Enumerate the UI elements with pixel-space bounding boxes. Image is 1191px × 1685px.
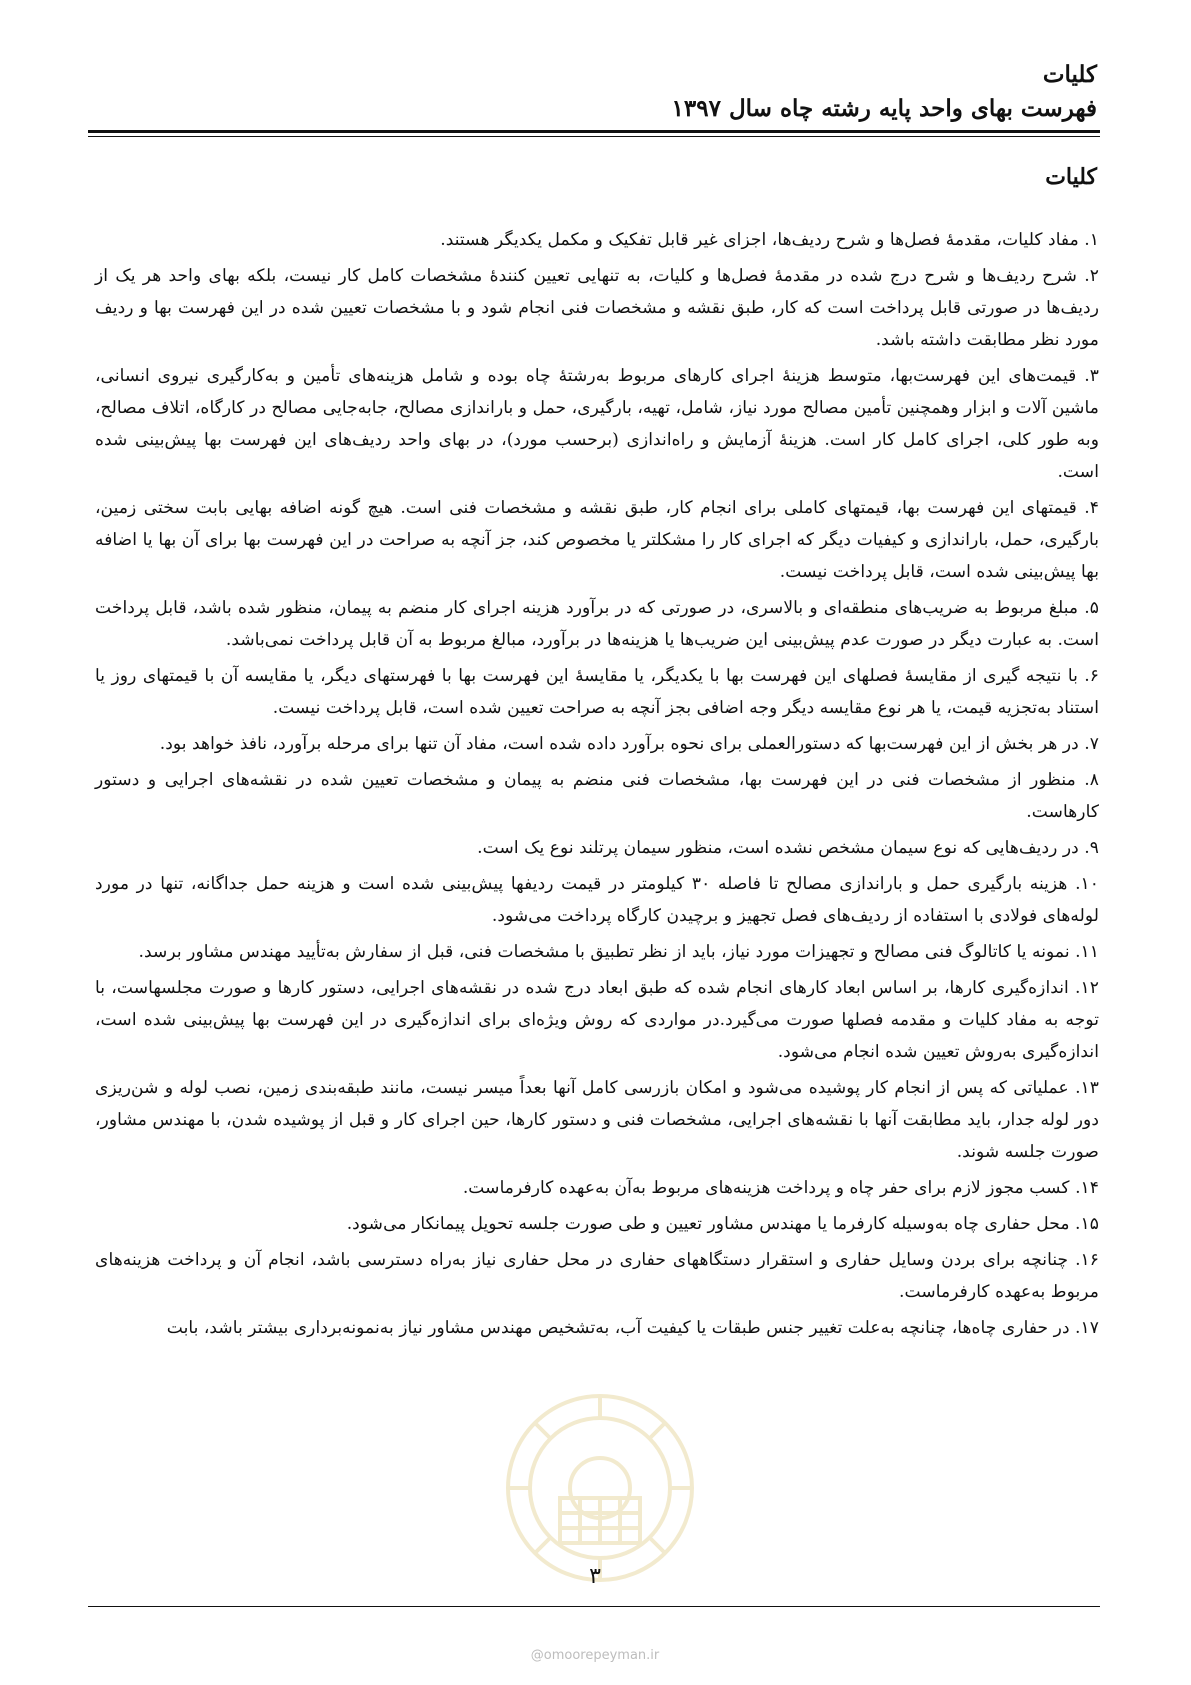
header-title: کلیات <box>1042 61 1097 88</box>
page-header <box>97 58 1097 126</box>
list-item: ۱۴. کسب مجوز لازم برای حفر چاه و پرداخت هزینه‌های مربوط به‌آن به‌عهده کارفرماست. <box>462 1178 1099 1198</box>
list-item: ۲. شرح ردیف‌ها و شرح درج شده در مقدمهٔ فصل‌ها و کلیات، به تنهایی تعیین کنندهٔ مشخصات کامل کار نیست، بلکه بهای واحد هر یک از ردیف‌ها در صورتی قابل پرداخت است که کار، طبق نقشه و مشخصات فنی انجام شود و با مشخصات تعیین شده در این فهرست بها و ردیف مورد نظر مطابقت داشته باشد. <box>95 266 1099 350</box>
list-item: ۵. مبلغ مربوط به ضریب‌های منطقه‌ای و بالاسری، در صورتی که در برآورد هزینه اجرای کار منضم به پیمان، منظور شده باشد، قابل پرداخت است. به عبارت دیگر در صورت عدم پیش‌بینی این ضریب‌ها یا هزینه‌ها در برآورد، مبالغ مربوط به آن قابل پرداخت نمی‌باشد. <box>95 598 1099 650</box>
list-item: ۱۵. محل حفاری چاه به‌وسیله کارفرما یا مهندس مشاور تعیین و طی صورت جلسه تحویل پیمانکار می‌شود. <box>346 1214 1099 1234</box>
list-item: ۱۱. نمونه یا کاتالوگ فنی مصالح و تجهیزات مورد نیاز، باید از نظر تطبیق با مشخصات فنی، قبل از سفارش به‌تأیید مهندس مشاور برسد. <box>138 942 1099 962</box>
header-rule-thick <box>88 130 1100 133</box>
footer-rule <box>88 1606 1100 1607</box>
list-item: ۱. مفاد کلیات، مقدمهٔ فصل‌ها و شرح ردیف‌ها، اجزای غیر قابل تفکیک و مکمل یکدیگر هستند. <box>440 230 1099 250</box>
header-subtitle: فهرست بهای واحد پایه رشته چاه سال ۱۳۹۷ <box>671 95 1097 122</box>
list-item: ۱۲. اندازه‌گیری کارها، بر اساس ابعاد کارهای انجام شده که طبق ابعاد درج شده در نقشه‌های اجرایی، دستور کارها و صورت مجلسهاست، با توجه به مفاد کلیات و مقدمه فصلها صورت می‌گیرد.در مواردی که روش ویژه‌ای برای اندازه‌گیری در این فهرست بها پیش‌بینی شده است، اندازه‌گیری به‌روش تعیین شده انجام می‌شود. <box>95 978 1099 1062</box>
list-item: ۱۷. در حفاری چاه‌ها، چنانچه به‌علت تغییر جنس طبقات یا کیفیت آب، به‌تشخیص مهندس مشاور نیاز به‌نمونه‌برداری بیشتر باشد، بابت <box>166 1318 1099 1338</box>
list-item: ۱۰. هزینه بارگیری حمل و باراندازی مصالح تا فاصله ۳۰ کیلومتر در قیمت ردیفها پیش‌بینی شده است و هزینه حمل جداگانه، تنها در مورد لوله‌های فولادی با استفاده از ردیف‌های فصل تجهیز و برچیدن کارگاه پرداخت می‌شود. <box>95 874 1099 926</box>
list-item: ۱۳. عملیاتی که پس از انجام کار پوشیده می‌شود و امکان بازرسی کامل آنها بعداً میسر نیست، مانند طبقه‌بندی زمین، نصب لوله و شن‌ریزی دور لوله جدار، باید مطابقت آنها با نقشه‌های اجرایی، مشخصات فنی و دستور کارها، حین اجرای کار و قبل از پوشیده شدن، با مهندس مشاور، صورت جلسه شوند. <box>95 1078 1099 1162</box>
header-rule-thin <box>88 136 1100 137</box>
items-list <box>95 224 1099 1348</box>
list-item: ۹. در ردیف‌هایی که نوع سیمان مشخص نشده است، منظور سیمان پرتلند نوع یک است. <box>477 838 1099 858</box>
list-item: ۳. قیمت‌های این فهرست‌بها، متوسط هزینهٔ اجرای کارهای مربوط به‌رشتهٔ چاه بوده و شامل هزینه‌های تأمین و به‌کارگیری نیروی انسانی، ماشین آلات و ابزار وهمچنین تأمین مصالح مورد نیاز، شامل، تهیه، بارگیری، حمل و باراندازی مصالح، جابه‌جایی مصالح در کارگاه، اتلاف مصالح، وبه طور کلی، اجرای کامل کار است. هزینهٔ آزمایش و راه‌اندازی (برحسب مورد)، در بهای واحد ردیف‌های این فهرست بها پیش‌بینی شده است. <box>95 366 1099 482</box>
list-item: ۸. منظور از مشخصات فنی در این فهرست بها، مشخصات فنی منضم به پیمان و مشخصات تعیین شده در نقشه‌های اجرایی و دستور کارهاست. <box>95 770 1099 822</box>
page-number: ۳ <box>589 1564 601 1589</box>
list-item: ۶. با نتیجه گیری از مقایسهٔ فصلهای این فهرست بها با یکدیگر، یا مقایسهٔ این فهرست بها با فهرستهای دیگر، یا مقایسه آن با قیمتهای روز یا استناد به‌تجزیه قیمت، یا هر نوع مقایسه دیگر وجه اضافی بجز آنچه به صراحت تعیین شده است، قابل پرداخت نیست. <box>95 666 1099 718</box>
list-item: ۷. در هر بخش از این فهرست‌بها که دستورالعملی برای نحوه برآورد داده شده است، مفاد آن تنها برای مرحله برآورد، نافذ خواهد بود. <box>159 734 1099 754</box>
section-title: کلیات <box>1045 164 1097 190</box>
list-item: ۱۶. چنانچه برای بردن وسایل حفاری و استقرار دستگاههای حفاری در محل حفاری نیاز به‌راه دسترسی باشد، انجام آن و پرداخت هزینه‌های مربوط به‌عهده کارفرماست. <box>95 1250 1100 1302</box>
list-item: ۴. قیمتهای این فهرست بها، قیمتهای کاملی برای انجام کار، طبق نقشه و مشخصات فنی است. هیچ گونه اضافه بهایی بابت سختی زمین، بارگیری، حمل، باراندازی و کیفیات دیگر که اجرای کار را مشکلتر یا مخصوص کند، جز آنچه به صراحت در این فهرست بها برای آن بها یا اضافه بها پیش‌بینی شده است، قابل پرداخت نیست. <box>95 498 1099 582</box>
site-watermark: @omoorepeyman.ir <box>530 1648 660 1663</box>
